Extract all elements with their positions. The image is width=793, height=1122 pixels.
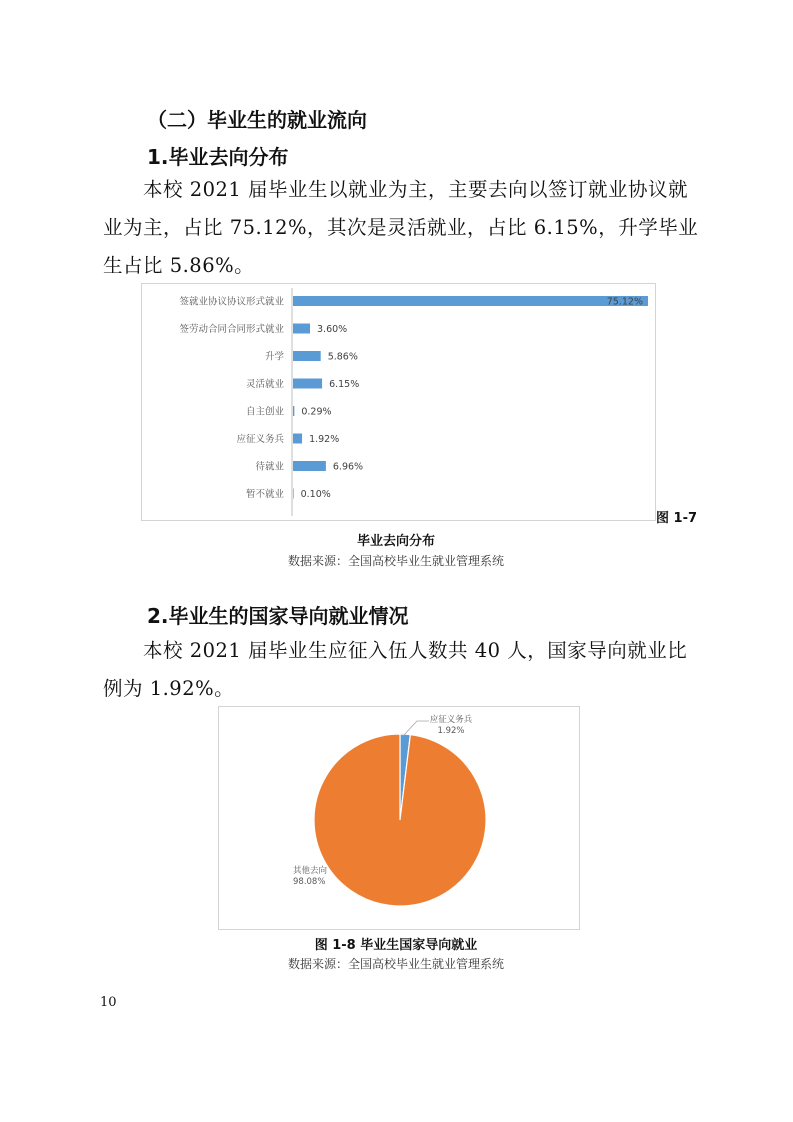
bar-category-label: 签劳动合同合同形式就业 <box>179 324 284 335</box>
bar-category-label: 暂不就业 <box>245 489 284 500</box>
bar-value-label: 75.12% <box>606 296 643 308</box>
bar-value-label: 0.10% <box>300 489 331 500</box>
bar-category-label: 自主创业 <box>245 406 284 418</box>
bar-chart-frame <box>141 283 656 521</box>
bar-value-label: 0.29% <box>301 406 332 418</box>
bar-category-label: 升学 <box>264 351 284 363</box>
bar <box>293 324 310 334</box>
bar <box>293 461 326 471</box>
pie-value-label: 98.08% <box>293 877 326 887</box>
bar-category-label: 应征义务兵 <box>236 434 284 445</box>
bar-chart <box>142 284 655 520</box>
paragraph-1-line-3: 生占比 5.86%。 <box>103 254 255 277</box>
pie-value-label: 1.92% <box>437 726 465 736</box>
bar <box>293 351 321 361</box>
bar <box>293 406 294 416</box>
bar-value-label: 1.92% <box>309 434 340 445</box>
subsection-heading-2: 2.毕业生的国家导向就业情况 <box>147 604 409 628</box>
subsection-heading-1: 1.毕业去向分布 <box>147 145 289 169</box>
bar <box>293 379 322 389</box>
pie-label: 应征义务兵 <box>429 715 473 725</box>
bar-category-label: 灵活就业 <box>245 379 284 390</box>
bar-value-label: 6.15% <box>329 379 360 390</box>
pie-chart <box>219 707 579 929</box>
figure-caption-2: 图 1-8 毕业生国家导向就业 <box>314 938 478 953</box>
paragraph-1-line-1: 本校 2021 届毕业生以就业为主，主要去向以签订就业协议就 <box>143 178 689 201</box>
bar <box>293 489 294 499</box>
paragraph-2-line-1: 本校 2021 届毕业生应征入伍人数共 40 人，国家导向就业比 <box>143 639 688 662</box>
paragraph-1 <box>103 171 703 285</box>
bar-category-label: 待就业 <box>255 461 284 473</box>
bar-category-label: 签就业协议协议形式就业 <box>179 296 284 308</box>
paragraph-2-line-2: 例为 1.92%。 <box>103 677 235 700</box>
page-number: 10 <box>100 995 117 1010</box>
bar-value-label: 6.96% <box>332 461 364 473</box>
figure-number: 图 1-7 <box>656 511 698 526</box>
pie-chart-frame <box>218 706 580 930</box>
data-source-2: 数据来源：全国高校毕业生就业管理系统 <box>287 957 504 971</box>
section-heading: （二）毕业生的就业流向 <box>147 108 367 132</box>
bar <box>293 296 648 306</box>
paragraph-2 <box>103 632 703 708</box>
pie-label: 其他去向 <box>293 866 328 876</box>
data-source-1: 数据来源：全国高校毕业生就业管理系统 <box>287 554 504 568</box>
paragraph-1-line-2: 业为主，占比 75.12%，其次是灵活就业，占比 6.15%，升学毕业 <box>103 216 699 239</box>
bar-value-label: 5.86% <box>327 351 358 363</box>
bar <box>293 434 302 444</box>
pie-slice <box>314 734 486 906</box>
bar-value-label: 3.60% <box>317 324 348 335</box>
figure-caption-1: 毕业去向分布 <box>356 534 435 549</box>
